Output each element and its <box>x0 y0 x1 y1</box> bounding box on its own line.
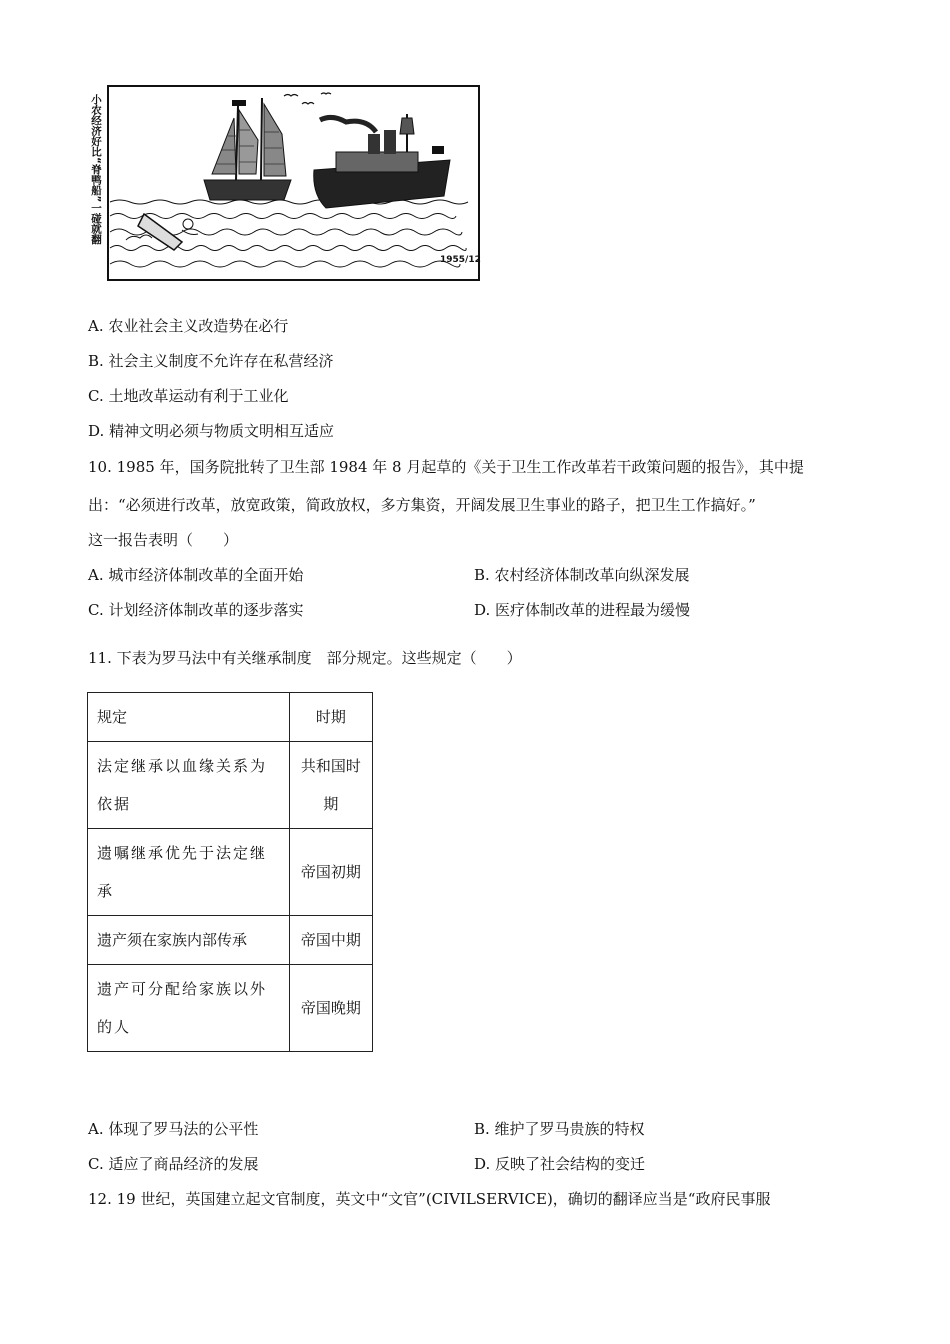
q10-stem-line-3: 这一报告表明（ ） <box>88 531 239 549</box>
table-row <box>88 829 373 916</box>
q11-option-b: B. 维护了罗马贵族的特权 <box>474 1120 645 1138</box>
table-header-rule: 规定 <box>88 693 290 742</box>
q10-stem-line-1: 10. 1985 年，国务院批转了卫生部 1984 年 8 月起草的《关于卫生工作改革若干政策问题的报告》，其中提 <box>88 458 804 476</box>
q9-option-a: A. 农业社会主义改造势在必行 <box>88 317 289 335</box>
q10-option-d: D. 医疗体制改革的进程最为缓慢 <box>474 601 691 619</box>
table-cell-period: 帝国初期 <box>289 829 372 916</box>
table-cell-rule: 法定继承以血缘关系为依据 <box>88 742 290 829</box>
q11-stem: 11. 下表为罗马法中有关继承制度 部分规定。这些规定（ ） <box>88 649 522 667</box>
q12-stem: 12. 19 世纪，英国建立起文官制度，英文中“文官”(CIVILSERVICE)，确切的翻译应当是“政府民事服 <box>88 1190 771 1208</box>
table-cell-period: 帝国中期 <box>289 916 372 965</box>
table-cell-period: 帝国晚期 <box>289 965 372 1052</box>
table-row <box>88 965 373 1052</box>
q11-option-d: D. 反映了社会结构的变迁 <box>474 1155 646 1173</box>
cartoon-illustration <box>86 84 481 282</box>
table-header-period: 时期 <box>289 693 372 742</box>
q11-option-c: C. 适应了商品经济的发展 <box>88 1155 259 1173</box>
cartoon-caption: 小农经济好比“脊鸭船”一碰就翻 <box>90 94 102 245</box>
q10-option-b: B. 农村经济体制改革向纵深发展 <box>474 566 690 584</box>
q9-option-d: D. 精神文明必须与物质文明相互适应 <box>88 422 335 440</box>
q10-option-c: C. 计划经济体制改革的逐步落实 <box>88 601 304 619</box>
table-row <box>88 916 373 965</box>
cartoon-date: 1955/12 <box>440 255 481 265</box>
q9-option-c: C. 土地改革运动有利于工业化 <box>88 387 289 405</box>
table-header-row <box>88 693 373 742</box>
q9-option-b: B. 社会主义制度不允许存在私营经济 <box>88 352 334 370</box>
q11-option-a: A. 体现了罗马法的公平性 <box>88 1120 259 1138</box>
q10-option-a: A. 城市经济体制改革的全面开始 <box>88 566 304 584</box>
inheritance-rules-table <box>87 692 373 1052</box>
table-cell-rule: 遗产须在家族内部传承 <box>88 916 290 965</box>
table-row <box>88 742 373 829</box>
table-cell-rule: 遗产可分配给家族以外的人 <box>88 965 290 1052</box>
table-cell-rule: 遗嘱继承优先于法定继承 <box>88 829 290 916</box>
table-cell-period: 共和国时期 <box>289 742 372 829</box>
q10-stem-line-2: 出：“必须进行改革，放宽政策，简政放权，多方集资，开阔发展卫生事业的路子，把卫生工作搞好。” <box>88 496 756 514</box>
